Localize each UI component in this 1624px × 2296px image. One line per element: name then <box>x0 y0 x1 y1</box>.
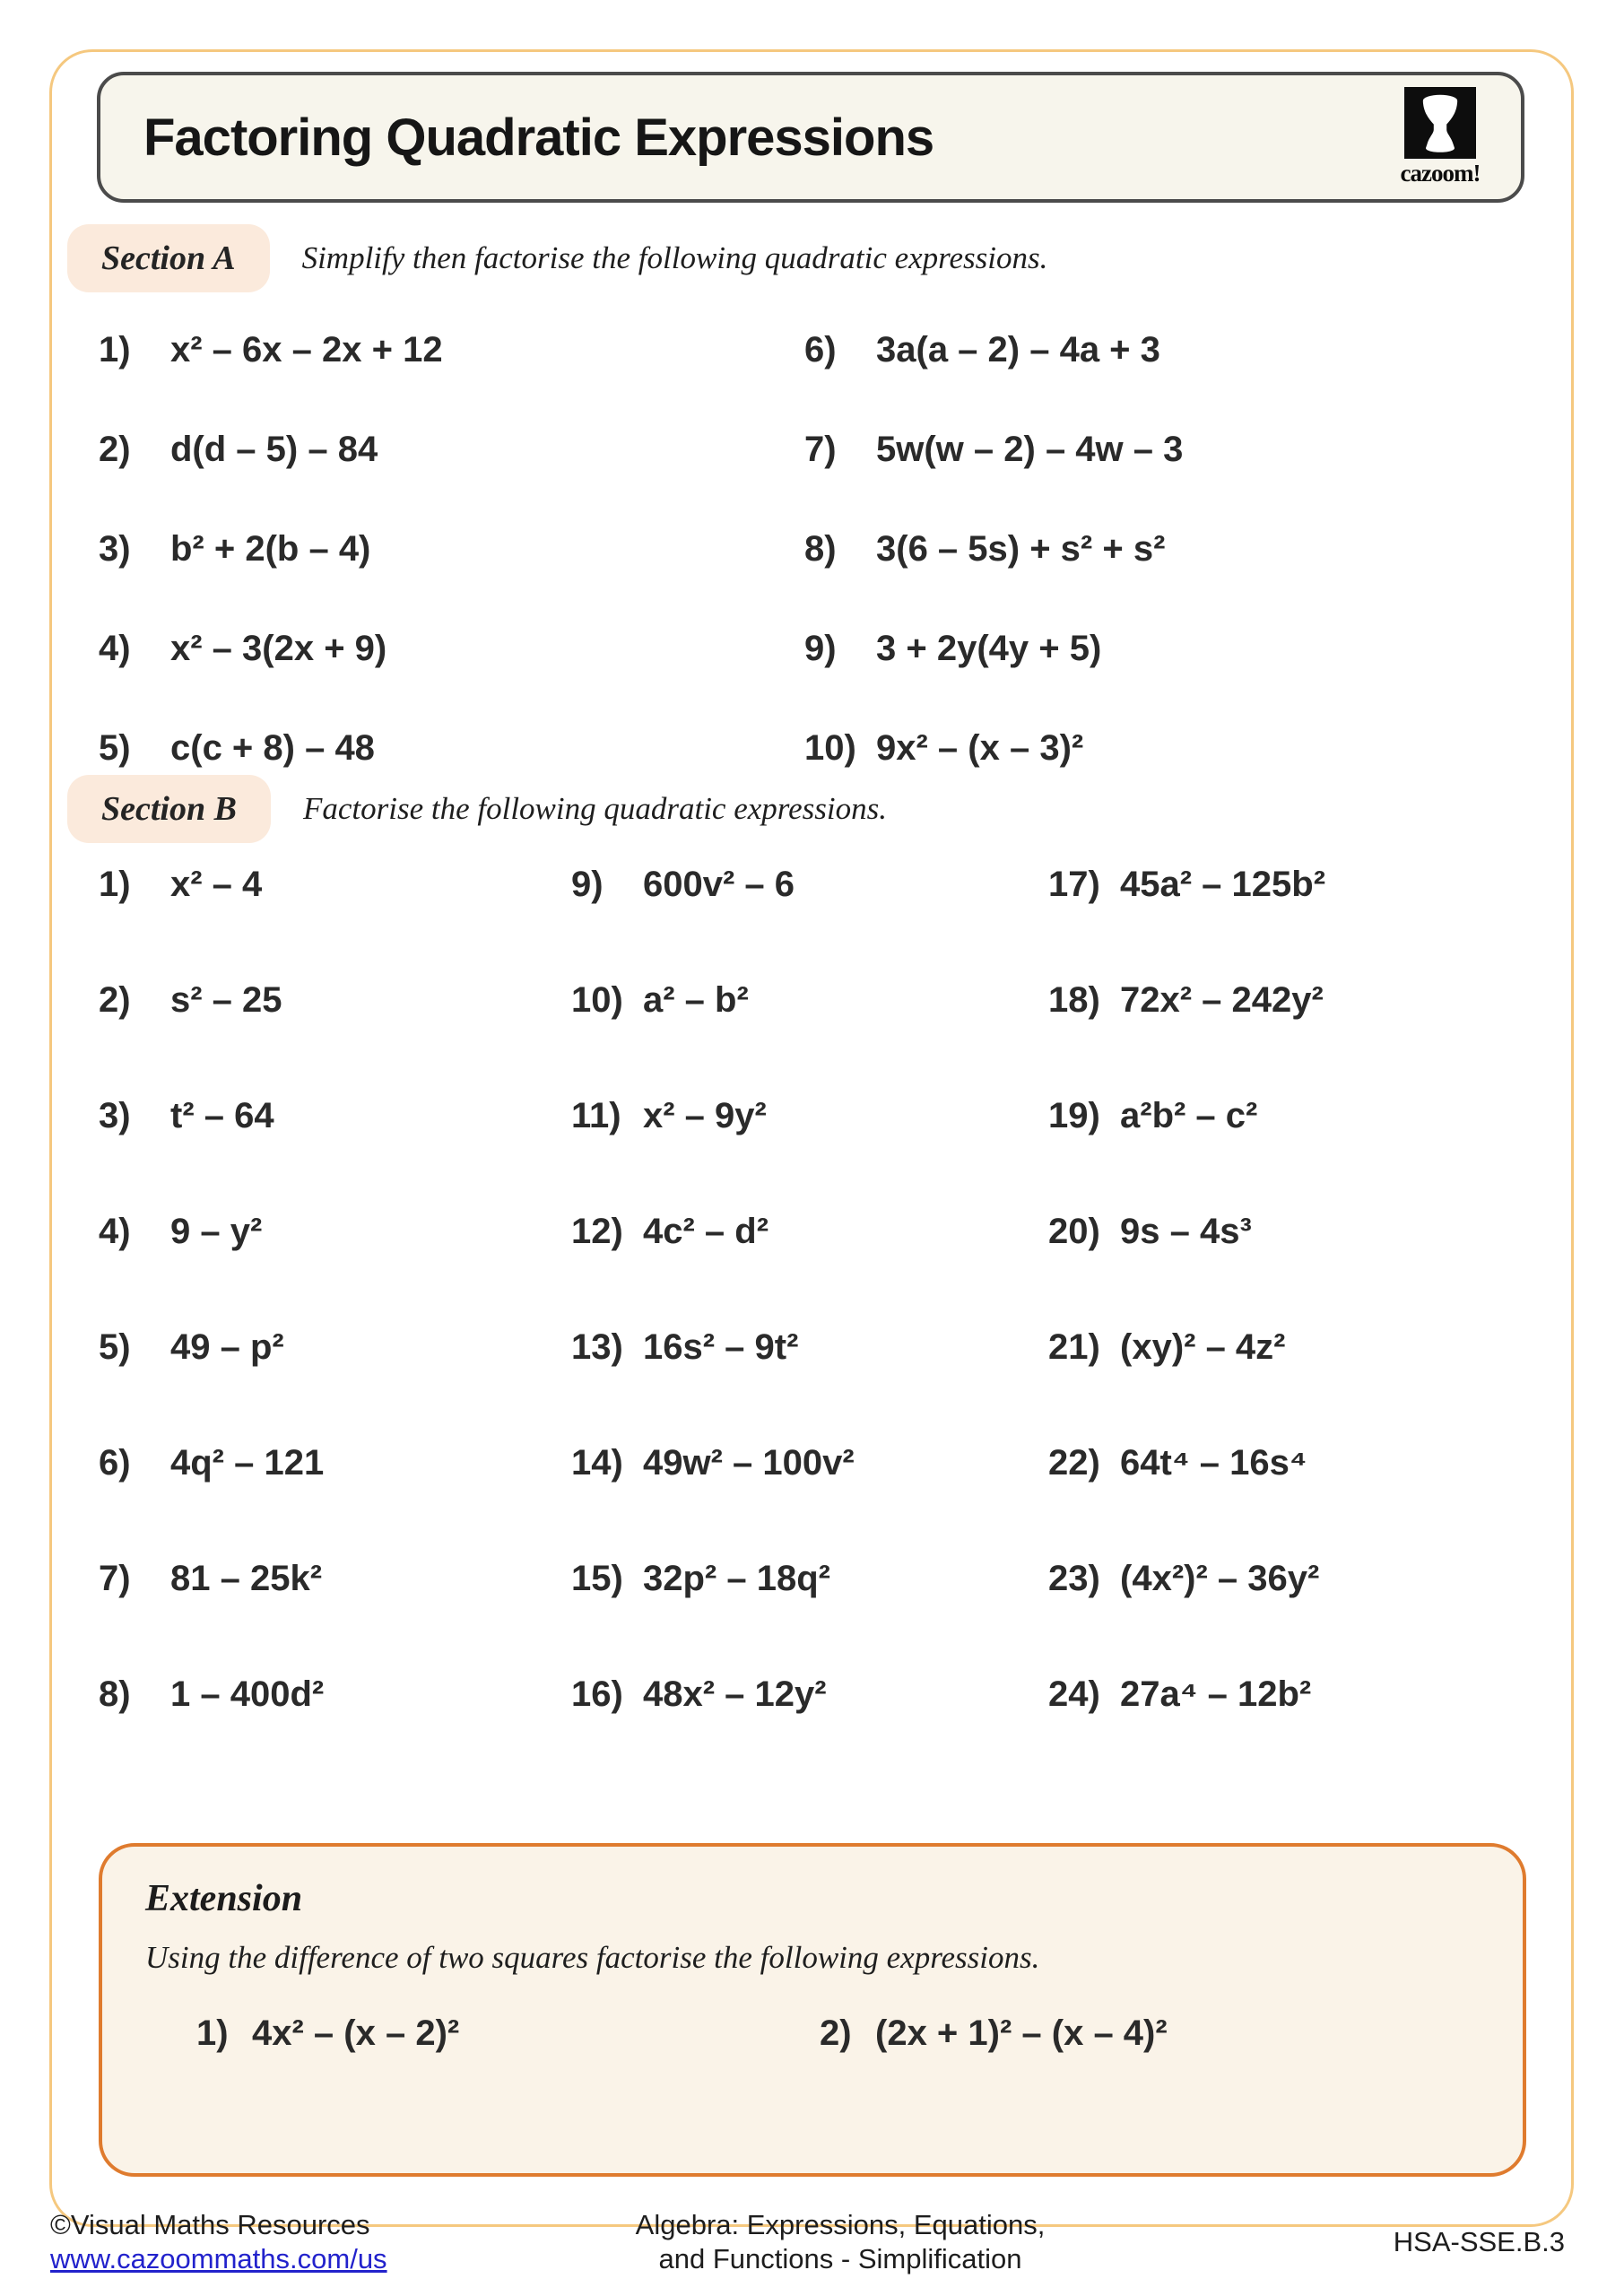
problem-number: 2) <box>99 980 131 1020</box>
problem-expression: 4q² – 121 <box>170 1443 325 1483</box>
problem-expression: 1 – 400d² <box>170 1674 325 1714</box>
drum-icon <box>1404 87 1476 159</box>
problem-expression: 600v² – 6 <box>643 865 795 904</box>
extension-box <box>99 1843 1526 2177</box>
footer-copyright: ©Visual Maths Resources <box>50 2209 370 2240</box>
section-a-problems <box>99 330 1498 828</box>
problem-item <box>99 629 804 728</box>
problem-item <box>1048 1443 1498 1559</box>
problem-expression: (xy)² – 4z² <box>1120 1327 1286 1367</box>
problem-expression: c(c + 8) – 48 <box>170 728 375 768</box>
problem-item <box>820 2013 1168 2054</box>
problem-item <box>1048 980 1498 1096</box>
problem-expression: x² – 9y² <box>643 1096 767 1135</box>
problem-number: 3) <box>99 1096 131 1135</box>
problem-number: 24) <box>1048 1674 1100 1714</box>
problem-item <box>1048 865 1498 980</box>
problem-number: 21) <box>1048 1327 1100 1367</box>
section-a-label: Section A <box>67 224 270 292</box>
problem-item <box>1048 1327 1498 1443</box>
problem-item <box>804 330 1498 430</box>
problem-item <box>571 980 1048 1096</box>
section-a-instruction: Simplify then factorise the following quadratic expressions. <box>301 240 1048 275</box>
section-b-instruction: Factorise the following quadratic expressions. <box>302 791 887 826</box>
problem-item <box>99 430 804 529</box>
problem-number: 12) <box>571 1212 623 1251</box>
problem-number: 18) <box>1048 980 1100 1020</box>
problem-expression: 49w² – 100v² <box>643 1443 855 1483</box>
problem-number: 6) <box>804 330 837 370</box>
problem-item <box>99 1559 571 1674</box>
problem-expression: a²b² – c² <box>1120 1096 1258 1135</box>
problem-expression: (2x + 1)² – (x – 4)² <box>875 2013 1168 2053</box>
problem-number: 17) <box>1048 865 1100 904</box>
problem-expression: t² – 64 <box>170 1096 274 1135</box>
problem-expression: x² – 6x – 2x + 12 <box>170 330 443 370</box>
problem-expression: (4x²)² – 36y² <box>1120 1559 1320 1598</box>
footer-link[interactable]: www.cazoommaths.com/us <box>50 2243 387 2274</box>
problem-expression: s² – 25 <box>170 980 282 1020</box>
page-title: Factoring Quadratic Expressions <box>143 108 934 167</box>
problem-item <box>196 2013 459 2054</box>
section-b-label: Section B <box>67 775 271 843</box>
problem-item <box>99 865 571 980</box>
problem-expression: 81 – 25k² <box>170 1559 323 1598</box>
problem-number: 3) <box>99 529 131 569</box>
problem-expression: 9x² – (x – 3)² <box>876 728 1084 768</box>
problem-number: 10) <box>571 980 623 1020</box>
problem-number: 9) <box>571 865 604 904</box>
problem-number: 2) <box>99 430 131 469</box>
problem-number: 10) <box>804 728 856 768</box>
footer-left <box>50 2208 387 2276</box>
problem-number: 5) <box>99 728 131 768</box>
extension-title: Extension <box>145 1878 303 1919</box>
problem-expression: 4c² – d² <box>643 1212 769 1251</box>
problem-number: 2) <box>820 2013 852 2053</box>
cazoom-logo <box>1386 87 1494 187</box>
problem-number: 7) <box>804 430 837 469</box>
problem-expression: 9 – y² <box>170 1212 263 1251</box>
problem-number: 22) <box>1048 1443 1100 1483</box>
problem-expression: a² – b² <box>643 980 749 1020</box>
problem-expression: 5w(w – 2) – 4w – 3 <box>876 430 1184 469</box>
problem-number: 11) <box>571 1096 621 1135</box>
problem-expression: 64t⁴ – 16s⁴ <box>1120 1443 1307 1483</box>
problem-item <box>1048 1212 1498 1327</box>
footer-topic <box>636 2208 1046 2276</box>
problem-number: 7) <box>99 1559 131 1598</box>
problem-expression: 72x² – 242y² <box>1120 980 1324 1020</box>
problem-item <box>804 430 1498 529</box>
problem-expression: 27a⁴ – 12b² <box>1120 1674 1312 1714</box>
logo-wordmark: cazoom! <box>1400 160 1481 187</box>
problem-item <box>1048 1559 1498 1674</box>
problem-number: 13) <box>571 1327 623 1367</box>
footer-topic-line2: and Functions - Simplification <box>658 2243 1022 2274</box>
problem-item <box>1048 1096 1498 1212</box>
problem-number: 23) <box>1048 1559 1100 1598</box>
problem-item <box>571 1096 1048 1212</box>
title-box <box>97 72 1524 203</box>
problem-item <box>99 330 804 430</box>
problem-number: 20) <box>1048 1212 1100 1251</box>
problem-expression: x² – 3(2x + 9) <box>170 629 387 668</box>
problem-number: 15) <box>571 1559 623 1598</box>
footer-topic-line1: Algebra: Expressions, Equations, <box>635 2209 1046 2240</box>
problem-item <box>99 1674 571 1790</box>
problem-number: 8) <box>99 1674 131 1714</box>
problem-number: 5) <box>99 1327 131 1367</box>
problem-expression: 16s² – 9t² <box>643 1327 799 1367</box>
problem-item <box>99 1096 571 1212</box>
problem-number: 1) <box>196 2013 229 2053</box>
problem-item <box>571 1674 1048 1790</box>
problem-item <box>1048 1674 1498 1790</box>
problem-number: 4) <box>99 1212 131 1251</box>
problem-expression: 3(6 – 5s) + s² + s² <box>876 529 1166 569</box>
problem-item <box>99 980 571 1096</box>
problem-expression: 49 – p² <box>170 1327 284 1367</box>
problem-item <box>804 529 1498 629</box>
problem-number: 16) <box>571 1674 623 1714</box>
problem-expression: 4x² – (x – 2)² <box>252 2013 460 2053</box>
problem-expression: x² – 4 <box>170 865 263 904</box>
problem-number: 1) <box>99 865 131 904</box>
problem-item <box>99 1443 571 1559</box>
problem-number: 6) <box>99 1443 131 1483</box>
problem-expression: 45a² – 125b² <box>1120 865 1326 904</box>
problem-item <box>99 1212 571 1327</box>
section-b-header <box>67 775 887 843</box>
problem-item <box>99 1327 571 1443</box>
problem-item <box>571 1327 1048 1443</box>
footer-standard-code: HSA-SSE.B.3 <box>1393 2226 1565 2257</box>
problem-expression: b² + 2(b – 4) <box>170 529 371 569</box>
extension-instruction: Using the difference of two squares factorise the following expressions. <box>145 1940 1040 1975</box>
problem-number: 19) <box>1048 1096 1100 1135</box>
problem-item <box>804 728 1498 828</box>
problem-expression: 48x² – 12y² <box>643 1674 827 1714</box>
problem-expression: 3a(a – 2) – 4a + 3 <box>876 330 1160 370</box>
problem-item <box>571 1443 1048 1559</box>
problem-number: 4) <box>99 629 131 668</box>
problem-expression: 3 + 2y(4y + 5) <box>876 629 1102 668</box>
problem-item <box>99 529 804 629</box>
problem-number: 1) <box>99 330 131 370</box>
problem-number: 8) <box>804 529 837 569</box>
problem-number: 9) <box>804 629 837 668</box>
section-a-header <box>67 224 1047 292</box>
problem-item <box>804 629 1498 728</box>
problem-item <box>571 1559 1048 1674</box>
problem-item <box>571 1212 1048 1327</box>
problem-expression: 32p² – 18q² <box>643 1559 830 1598</box>
problem-number: 14) <box>571 1443 623 1483</box>
problem-expression: d(d – 5) – 84 <box>170 430 378 469</box>
section-b-problems <box>99 865 1498 1790</box>
problem-expression: 9s – 4s³ <box>1120 1212 1252 1251</box>
problem-item <box>571 865 1048 980</box>
